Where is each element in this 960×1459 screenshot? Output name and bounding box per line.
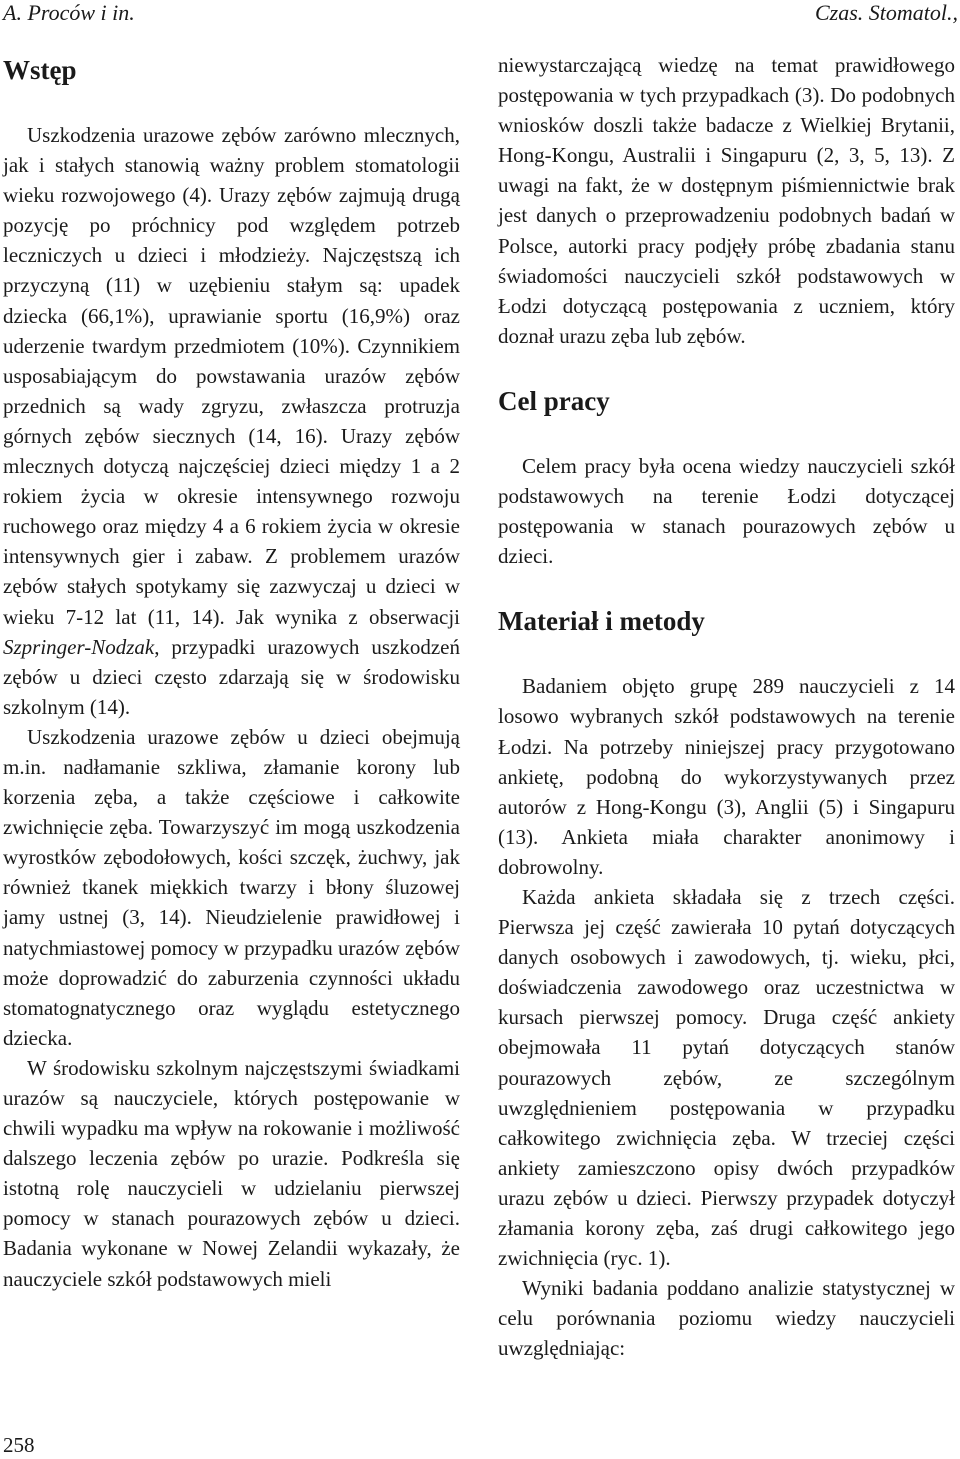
section-gap	[498, 571, 955, 601]
running-head-journal: Czas. Stomatol.,	[814, 0, 958, 25]
running-head-authors: A. Proców i in.	[3, 0, 135, 25]
intro-p1-text-a: Uszkodzenia urazowe zębów zarówno mlecznych, jak i stałych stanowią ważny problem stomatologii wieku rozwojowego (4). Urazy zębów zajmują drugą pozycję po próchnicy pod względem potrzeb leczniczych u dzieci i młodzieży. Najczęstszą ich przyczyną (11) w uzębieniu stałym są: upadek dziecka (66,1%), uprawianie sportu (16,9%) oraz uderzenie twardym przedmiotem (10%). Czynnikiem usposabiającym do powstawania urazów zębów przednich są wady zgryzu, zwłaszcza protruzja górnych zębów siecznych (14, 16). Urazy zębów mlecznych dotyczą najczęściej dzieci między 1 a 2 rokiem życia w okresie intensywnego rozwoju ruchowego oraz między 4 a 6 rokiem życia w okresie intensywnych gier i zabaw. Z problemem urazów zębów stałych spotykamy się zazwyczaj u dzieci w wieku 7-12 lat (11, 14). Jak wynika z obserwacji	[3, 123, 460, 629]
methods-heading: Materiał i metody	[498, 606, 705, 637]
intro-p1-text-b: , przypadki urazowych uszkodzeń zębów u dzieci często zdarzają się w środowisku szkolnym (14).	[3, 634, 460, 719]
intro-paragraph-1	[3, 120, 460, 722]
methods-paragraph-3: Wyniki badania poddano analizie statystycznej w celu porównania poziomu wiedzy nauczycieli uwzględniając:	[498, 1276, 955, 1361]
methods-paragraph-2: Każda ankieta składała się z trzech części. Pierwsza jej część zawierała 10 pytań dotyczących danych osobowych i zawodowych, tj. wieku, płci, doświadczenia zawodowego oraz uczestnictwa w kursach pierwszej pomocy. Druga część ankiety obejmowała 11 pytań dotyczących stanów pourazowych zębów, ze szczególnym uwzględnieniem postępowania w przypadku całkowitego zwichnięcia zęba. W trzeciej części ankiety zamieszczono opisy dwóch przypadków urazu zębów u dzieci. Pierwszy przypadek dotyczył złamania korony zęba, zaś drugi całkowitego jego zwichnięcia (ryc. 1).	[498, 884, 955, 1271]
section-gap	[498, 641, 955, 671]
aim-heading: Cel pracy	[498, 385, 610, 416]
aim-paragraph-1: Celem pracy była ocena wiedzy nauczycieli szkół podstawowych na terenie Łodzi dotyczącej postępowania w stanach pourazowych zębów u dzieci.	[498, 453, 955, 569]
running-head	[0, 0, 960, 26]
section-gap	[3, 90, 460, 120]
left-column	[3, 50, 460, 1294]
intro-p1-author: Szpringer-Nodzak	[3, 634, 155, 659]
section-gap	[498, 351, 955, 381]
right-column	[498, 50, 955, 1363]
section-gap	[498, 421, 955, 451]
methods-paragraph-1: Badaniem objęto grupę 289 nauczycieli z 14 losowo wybranych szkół podstawowych na terenie Łodzi. Na potrzeby niniejszej pracy przygotowano ankietę, podobną do wykorzystywanych przez autorów z Hong-Kongu (3), Anglii (5) i Singapuru (13). Ankieta miała charakter anonimowy i dobrowolny.	[498, 674, 955, 879]
page-number: 258	[3, 1433, 35, 1457]
intro-paragraph-3-continued: niewystarczającą wiedzę na temat prawidłowego postępowania w tych przypadkach (3). Do podobnych wniosków doszli także badacze z Wielkiej Brytanii, Hong-Kongu, Australii i Singapuru (2, 3, 5, 13). Z uwagi na fakt, że w dostępnym piśmiennictwie brak jest danych o przeprowadzeniu podobnych badań w Polsce, autorki pracy podjęły próbę zbadania stanu świadomości nauczycieli szkół podstawowych w Łodzi dotyczącą postępowania z uczniem, który doznał urazu zęba lub zębów.	[498, 53, 955, 348]
intro-paragraph-3: W środowisku szkolnym najczęstszymi świadkami urazów są nauczyciele, których postępowanie w chwili wypadku ma wpływ na rokowanie i możliwość dalszego leczenia zębów po urazie. Podkreśla się istotną rolę nauczycieli w udzielaniu pierwszej pomocy w stanach pourazowych zębów u dzieci. Badania wykonane w Nowej Zelandii wykazały, że nauczyciele szkół podstawowych mieli	[3, 1055, 460, 1291]
intro-heading: Wstęp	[3, 55, 77, 85]
intro-paragraph-2: Uszkodzenia urazowe zębów u dzieci obejmują m.in. nadłamanie szkliwa, złamanie korony lub korzenia zęba, a także częściowe i całkowite zwichnięcie zęba. Towarzyszyć im mogą uszkodzenia wyrostków zębodołowych, kości szczęk, żuchwy, jak również tkanek miękkich twarzy i błony śluzowej jamy ustnej (3, 14). Nieudzielenie prawidłowej i natychmiastowej pomocy w przypadku urazów zębów może doprowadzić do zaburzenia czynności układu stomatognatycznego oraz wyglądu estetycznego dziecka.	[3, 724, 460, 1050]
